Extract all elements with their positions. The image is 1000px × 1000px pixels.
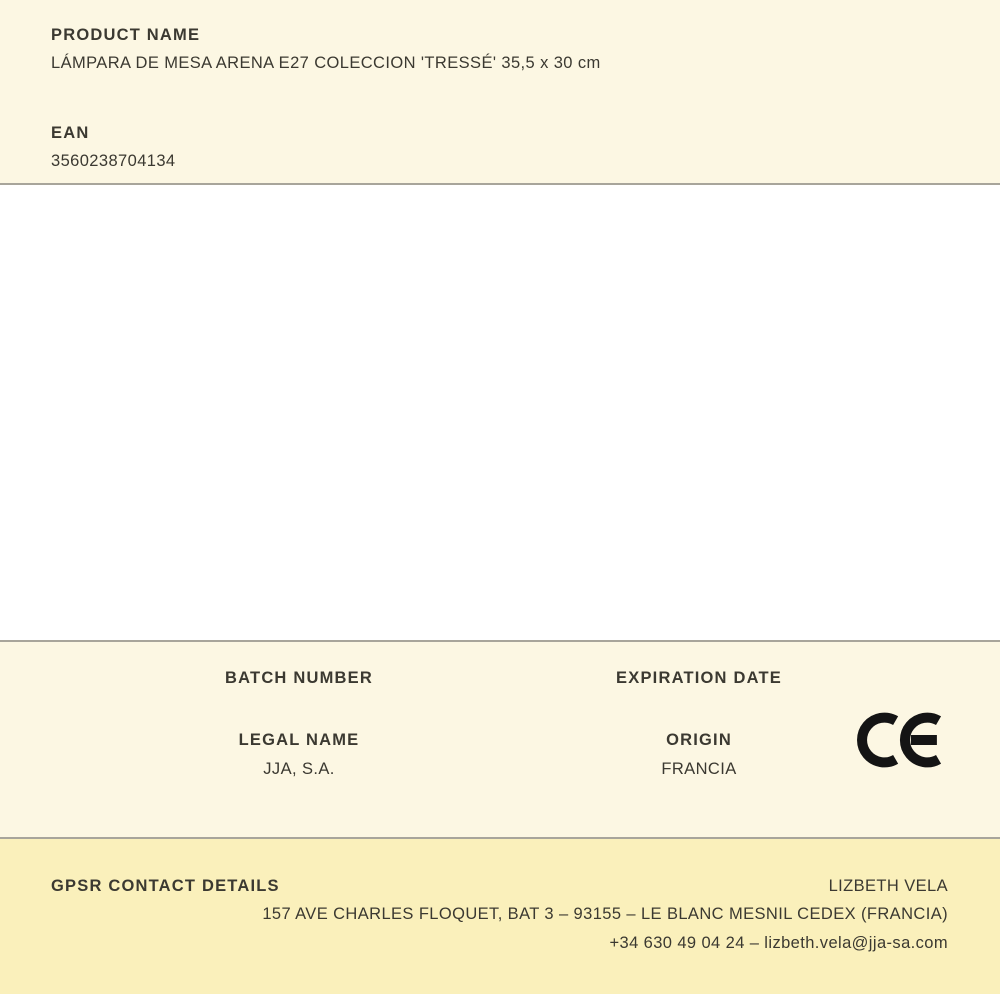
contact-phone-email: +34 630 49 04 24 – lizbeth.vela@jja-sa.com bbox=[609, 933, 948, 952]
info-row-batch-expiration bbox=[99, 642, 899, 687]
product-image-area bbox=[0, 185, 1000, 642]
ean-block bbox=[51, 124, 948, 170]
ean-label: EAN bbox=[51, 124, 90, 143]
product-name-value: LÁMPARA DE MESA ARENA E27 COLECCION 'TRESSÉ' 35,5 x 30 cm bbox=[51, 54, 601, 73]
gpsr-contact-heading: GPSR CONTACT DETAILS bbox=[51, 877, 280, 895]
expiration-date-label: EXPIRATION DATE bbox=[616, 669, 782, 687]
contact-name: LIZBETH VELA bbox=[828, 877, 948, 895]
product-header-section bbox=[0, 0, 1000, 185]
legal-name-label: LEGAL NAME bbox=[238, 731, 360, 750]
origin-block bbox=[499, 731, 899, 778]
product-name-label: PRODUCT NAME bbox=[51, 26, 201, 44]
ce-mark-icon bbox=[857, 709, 941, 771]
origin-value: FRANCIA bbox=[661, 760, 737, 779]
batch-info-section bbox=[0, 642, 1000, 839]
expiration-date-block bbox=[499, 669, 899, 687]
gpsr-contact-section bbox=[0, 839, 1000, 994]
legal-name-block bbox=[99, 731, 499, 778]
product-name-block bbox=[51, 26, 948, 72]
legal-name-value: JJA, S.A. bbox=[263, 760, 335, 779]
contact-address: 157 AVE CHARLES FLOQUET, BAT 3 – 93155 – LE BLANC MESNIL CEDEX (FRANCIA) bbox=[262, 905, 948, 923]
ean-value: 3560238704134 bbox=[51, 152, 176, 171]
batch-number-block bbox=[99, 669, 499, 687]
gpsr-contact-row bbox=[51, 877, 948, 896]
batch-number-label: BATCH NUMBER bbox=[225, 669, 373, 687]
info-row-legal-origin bbox=[99, 687, 899, 778]
origin-label: ORIGIN bbox=[666, 731, 732, 750]
